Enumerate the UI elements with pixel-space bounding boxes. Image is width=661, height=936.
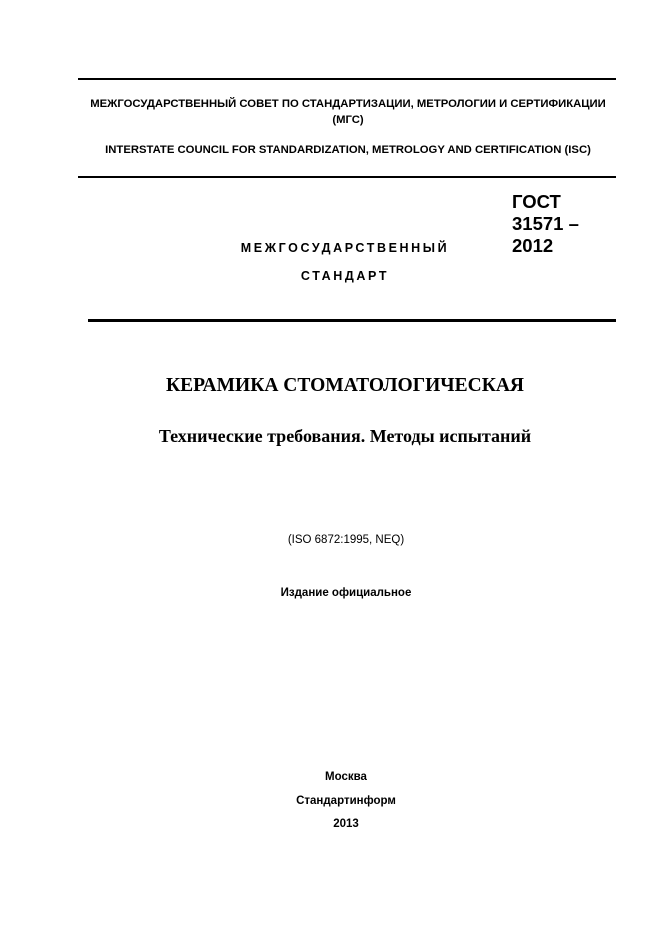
header-rule <box>78 176 616 178</box>
imprint-city: Москва <box>325 771 367 783</box>
imprint-publisher: Стандартинформ <box>296 795 396 807</box>
standard-code-line2: 31571 – <box>512 213 579 234</box>
imprint-year: 2013 <box>333 818 359 830</box>
council-name-en: INTERSTATE COUNCIL FOR STANDARDIZATION, METROLOGY AND CERTIFICATION (ISC) <box>105 144 591 156</box>
standard-code <box>512 191 642 257</box>
standard-type-line2: СТАНДАРТ <box>300 269 390 283</box>
edition-label: Издание официальное <box>280 587 412 599</box>
standard-code-line1: ГОСТ <box>512 191 561 212</box>
document-title: КЕРАМИКА СТОМАТОЛОГИЧЕСКАЯ <box>165 375 524 396</box>
council-name-ru: МЕЖГОСУДАРСТВЕННЫЙ СОВЕТ ПО СТАНДАРТИЗАЦИИ, МЕТРОЛОГИИ И СЕРТИФИКАЦИИ (МГС) <box>90 98 606 126</box>
standard-code-line3: 2012 <box>512 235 554 256</box>
standard-type-line1: МЕЖГОСУДАРСТВЕННЫЙ <box>240 241 450 255</box>
title-rule <box>88 319 616 322</box>
iso-reference: (ISO 6872:1995, NEQ) <box>287 534 405 546</box>
standard-type <box>205 234 485 290</box>
top-rule <box>78 78 616 80</box>
document-subtitle: Технические требования. Методы испытаний <box>158 426 532 446</box>
